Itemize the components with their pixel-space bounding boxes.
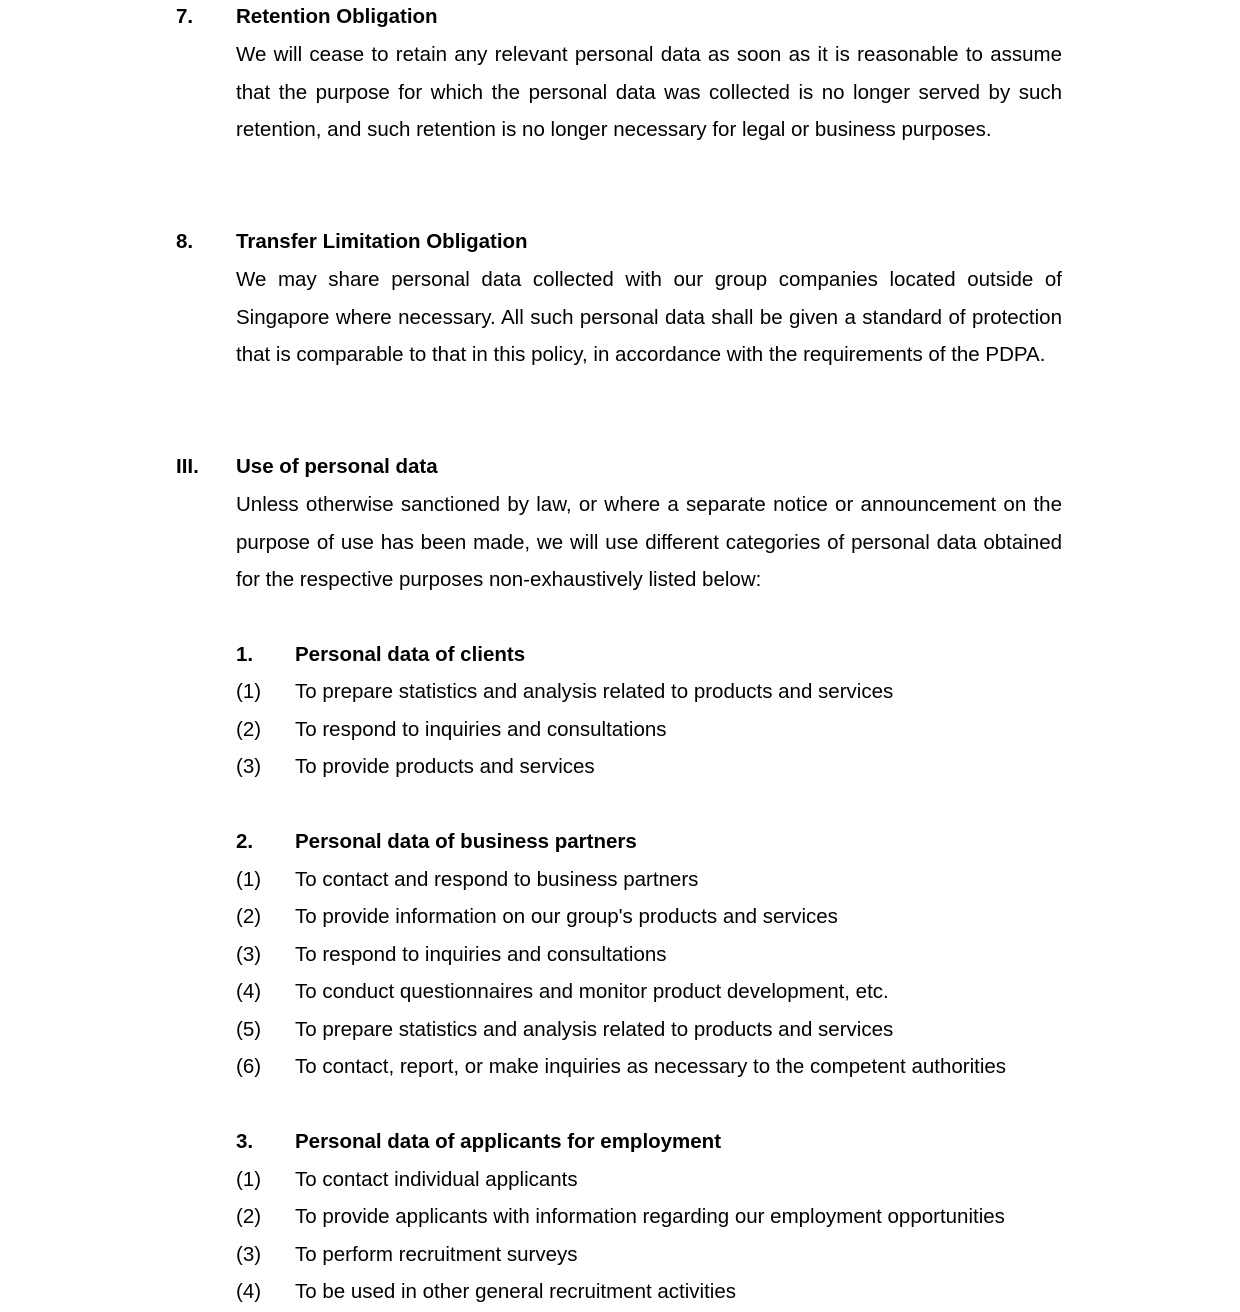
list-item: To prepare statistics and analysis related to products and services <box>295 680 894 703</box>
section-heading: Retention Obligation <box>236 5 438 28</box>
list-item: To contact individual applicants <box>295 1168 578 1191</box>
list-item-number: (6) <box>236 1055 262 1078</box>
section-number: 8. <box>176 230 194 253</box>
list-item: To provide products and services <box>295 755 595 778</box>
list-item-number: (2) <box>236 718 262 741</box>
subsection-number: 2. <box>236 830 254 853</box>
list-item: To perform recruitment surveys <box>295 1243 578 1266</box>
list-item-number: (2) <box>236 905 262 928</box>
section-number: 7. <box>176 5 194 28</box>
section-heading: Use of personal data <box>236 455 438 478</box>
subsection-heading: Personal data of applicants for employment <box>295 1130 722 1153</box>
list-item-number: (1) <box>236 1168 262 1191</box>
list-item-number: (4) <box>236 980 262 1003</box>
subsection-heading: Personal data of clients <box>295 643 526 666</box>
list-item-number: (2) <box>236 1205 262 1228</box>
list-item-number: (1) <box>236 680 262 703</box>
list-item: To prepare statistics and analysis related to products and services <box>295 1018 894 1041</box>
list-item: To respond to inquiries and consultations <box>295 718 667 741</box>
subsection-heading: Personal data of business partners <box>295 830 637 853</box>
list-item-number: (3) <box>236 943 262 966</box>
section-heading: Transfer Limitation Obligation <box>236 230 528 253</box>
list-item: To contact and respond to business partners <box>295 868 699 891</box>
section-number: III. <box>176 455 199 478</box>
list-item: To respond to inquiries and consultations <box>295 943 667 966</box>
section-paragraph: Unless otherwise sanctioned by law, or where a separate notice or announcement on the purpose of use has been made, we will use different categories of personal data obtained for the respective purposes non-exhaustively listed below: <box>236 493 1062 591</box>
section-paragraph: We may share personal data collected with our group companies located outside of Singapore where necessary. All such personal data shall be given a standard of protection that is comparable to that in this policy, in accordance with the requirements of the PDPA. <box>236 268 1062 366</box>
list-item-number: (4) <box>236 1280 262 1303</box>
subsection-number: 1. <box>236 643 254 666</box>
section-paragraph: We will cease to retain any relevant personal data as soon as it is reasonable to assume that the purpose for which the personal data was collected is no longer served by such retention, and such retention is no longer necessary for legal or business purposes. <box>236 43 1062 141</box>
subsection-number: 3. <box>236 1130 254 1153</box>
list-item: To provide applicants with information regarding our employment opportunities <box>295 1205 1005 1228</box>
list-item-number: (3) <box>236 755 262 778</box>
list-item: To contact, report, or make inquiries as necessary to the competent authorities <box>295 1055 1007 1078</box>
list-item: To provide information on our group's products and services <box>295 905 838 928</box>
list-item-number: (5) <box>236 1018 262 1041</box>
list-item-number: (1) <box>236 868 262 891</box>
list-item: To be used in other general recruitment activities <box>295 1280 736 1303</box>
list-item: To conduct questionnaires and monitor product development, etc. <box>295 980 889 1003</box>
list-item-number: (3) <box>236 1243 262 1266</box>
